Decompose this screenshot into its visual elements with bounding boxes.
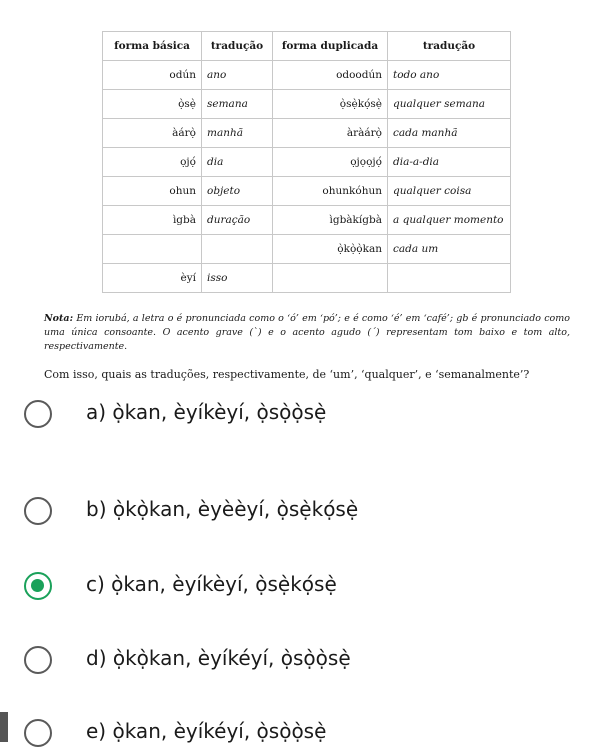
question-prompt: Com isso, quais as traduções, respectivamente, de ‘um’, ‘qualquer’, e ‘semanalmente’?: [44, 368, 530, 381]
cell-base: àárọ̀: [103, 119, 202, 148]
table-row: [103, 177, 511, 206]
cell-trad: dia: [202, 148, 273, 177]
note-text: Em iorubá, a letra o é pronunciada como o ‘ó’ em ‘pó’; e é como ‘é’ em ‘café’; gb é pronunciado como uma única consoante. O acento grave (`) e o acento agudo (´) representam tom baixo e tom alto, respectivamente.: [44, 313, 570, 352]
cell-trad2: cada um: [388, 235, 511, 264]
cell-base: ìgbà: [103, 206, 202, 235]
cell-trad: [202, 235, 273, 264]
cell-dup: ọ̀kọ̀ọ̀kan: [273, 235, 388, 264]
cell-trad2: a qualquer momento: [388, 206, 511, 235]
table-row: [103, 264, 511, 293]
radio-button[interactable]: [24, 400, 52, 428]
table-row: [103, 90, 511, 119]
cell-base: [103, 235, 202, 264]
option-a[interactable]: [24, 397, 584, 437]
option-b[interactable]: [24, 494, 584, 534]
cell-dup: ohunkóhun: [273, 177, 388, 206]
cell-base: ohun: [103, 177, 202, 206]
radio-button[interactable]: [24, 497, 52, 525]
cell-trad2: [388, 264, 511, 293]
header-forma-duplicada: forma duplicada: [273, 32, 388, 61]
cell-base: ọjọ́: [103, 148, 202, 177]
cell-trad2: dia-a-dia: [388, 148, 511, 177]
cell-trad2: qualquer semana: [388, 90, 511, 119]
cell-dup: odoodún: [273, 61, 388, 90]
note-paragraph: [44, 312, 570, 354]
table-row: [103, 235, 511, 264]
option-label: d) ọ̀kọ̀kan, èyíkéyí, ọ̀sọ̀ọ̀sẹ̀: [86, 646, 351, 670]
cell-trad2: qualquer coisa: [388, 177, 511, 206]
header-traducao: tradução: [202, 32, 273, 61]
option-c[interactable]: [24, 569, 584, 609]
table-row: [103, 61, 511, 90]
radio-button[interactable]: [24, 719, 52, 747]
scroll-edge-marker: [0, 712, 8, 742]
note-label: Nota:: [44, 313, 74, 324]
cell-trad: isso: [202, 264, 273, 293]
option-label: b) ọ̀kọ̀kan, èyèèyí, ọ̀sẹ̀kọ́sẹ̀: [86, 497, 359, 521]
table-header: [103, 32, 511, 61]
cell-trad2: todo ano: [388, 61, 511, 90]
cell-dup: ọjọọjọ́: [273, 148, 388, 177]
radio-button[interactable]: [24, 646, 52, 674]
cell-dup: ọ̀sẹ̀kọ́sẹ̀: [273, 90, 388, 119]
cell-dup: [273, 264, 388, 293]
cell-trad2: cada manhã: [388, 119, 511, 148]
radio-dot-icon: [31, 579, 44, 592]
option-label: e) ọ̀kan, èyíkéyí, ọ̀sọ̀ọ̀sẹ̀: [86, 719, 327, 743]
radio-button-selected[interactable]: [24, 572, 52, 600]
cell-base: odún: [103, 61, 202, 90]
table-row: [103, 148, 511, 177]
cell-trad: objeto: [202, 177, 273, 206]
cell-base: ọ̀sẹ̀: [103, 90, 202, 119]
cell-trad: semana: [202, 90, 273, 119]
header-forma-basica: forma básica: [103, 32, 202, 61]
option-d[interactable]: [24, 643, 584, 683]
cell-dup: àràárọ̀: [273, 119, 388, 148]
header-traducao-2: tradução: [388, 32, 511, 61]
cell-dup: ìgbàkígbà: [273, 206, 388, 235]
cell-base: èyí: [103, 264, 202, 293]
table-row: [103, 206, 511, 235]
option-label: c) ọ̀kan, èyíkèyí, ọ̀sẹ̀kọ́sẹ̀: [86, 572, 337, 596]
cell-trad: duração: [202, 206, 273, 235]
cell-trad: manhã: [202, 119, 273, 148]
option-e[interactable]: [24, 716, 584, 756]
vocabulary-table: [102, 31, 511, 293]
cell-trad: ano: [202, 61, 273, 90]
table-row: [103, 119, 511, 148]
option-label: a) ọ̀kan, èyíkèyí, ọ̀sọ̀ọ̀sẹ̀: [86, 400, 327, 424]
